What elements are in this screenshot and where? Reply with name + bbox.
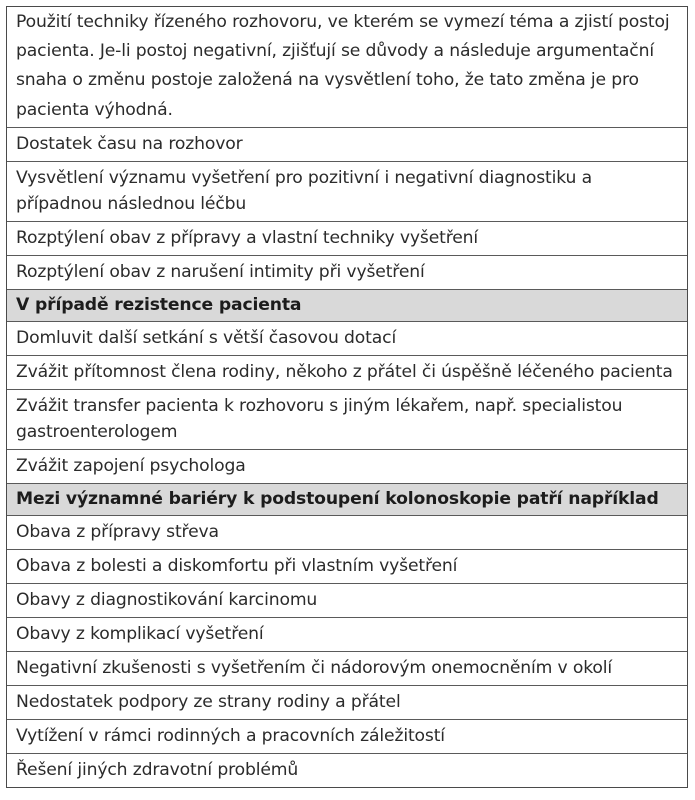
- table-row: Zvážit transfer pacienta k rozhovoru s jiným lékařem, např. specialistou gastroenterologem: [7, 390, 687, 450]
- table-row: Rozptýlení obav z narušení intimity při vyšetření: [7, 256, 687, 290]
- table-row: Negativní zkušenosti s vyšetřením či nádorovým onemocněním v okolí: [7, 652, 687, 686]
- table-row: Vysvětlení významu vyšetření pro pozitivní i negativní diagnostiku a případnou následnou léčbu: [7, 162, 687, 222]
- table-row: Nedostatek podpory ze strany rodiny a přátel: [7, 686, 687, 720]
- table-row: Zvážit přítomnost člena rodiny, někoho z přátel či úspěšně léčeného pacienta: [7, 356, 687, 390]
- table-row: Obava z přípravy střeva: [7, 516, 687, 550]
- table-row: Řešení jiných zdravotní problémů: [16, 759, 299, 780]
- table-row: Vytížení v rámci rodinných a pracovních záležitostí: [7, 720, 687, 754]
- table-row: Obavy z diagnostikování karcinomu: [7, 584, 687, 618]
- table-row: Rozptýlení obav z přípravy a vlastní techniky vyšetření: [7, 222, 687, 256]
- table-row: Obavy z komplikací vyšetření: [7, 618, 687, 652]
- table-row: Obava z bolesti a diskomfortu při vlastním vyšetření: [7, 550, 687, 584]
- table-row: Zvážit zapojení psychologa: [7, 450, 687, 484]
- table-row: Použití techniky řízeného rozhovoru, ve kterém se vymezí téma a zjistí postoj pacienta. Je-li postoj negativní, zjišťují se důvody a následuje argumentační snaha o změnu postoje založená na vysvětlení toho, že tato změna je pro pacienta výhodná.: [7, 7, 687, 128]
- section-header: V případě rezistence pacienta: [7, 290, 687, 322]
- table-row: Domluvit další setkání s větší časovou dotací: [7, 322, 687, 356]
- recommendations-table: [6, 6, 688, 788]
- section-header: Mezi významné bariéry k podstoupení kolonoskopie patří například: [7, 484, 687, 516]
- table-row: Dostatek času na rozhovor: [7, 128, 687, 162]
